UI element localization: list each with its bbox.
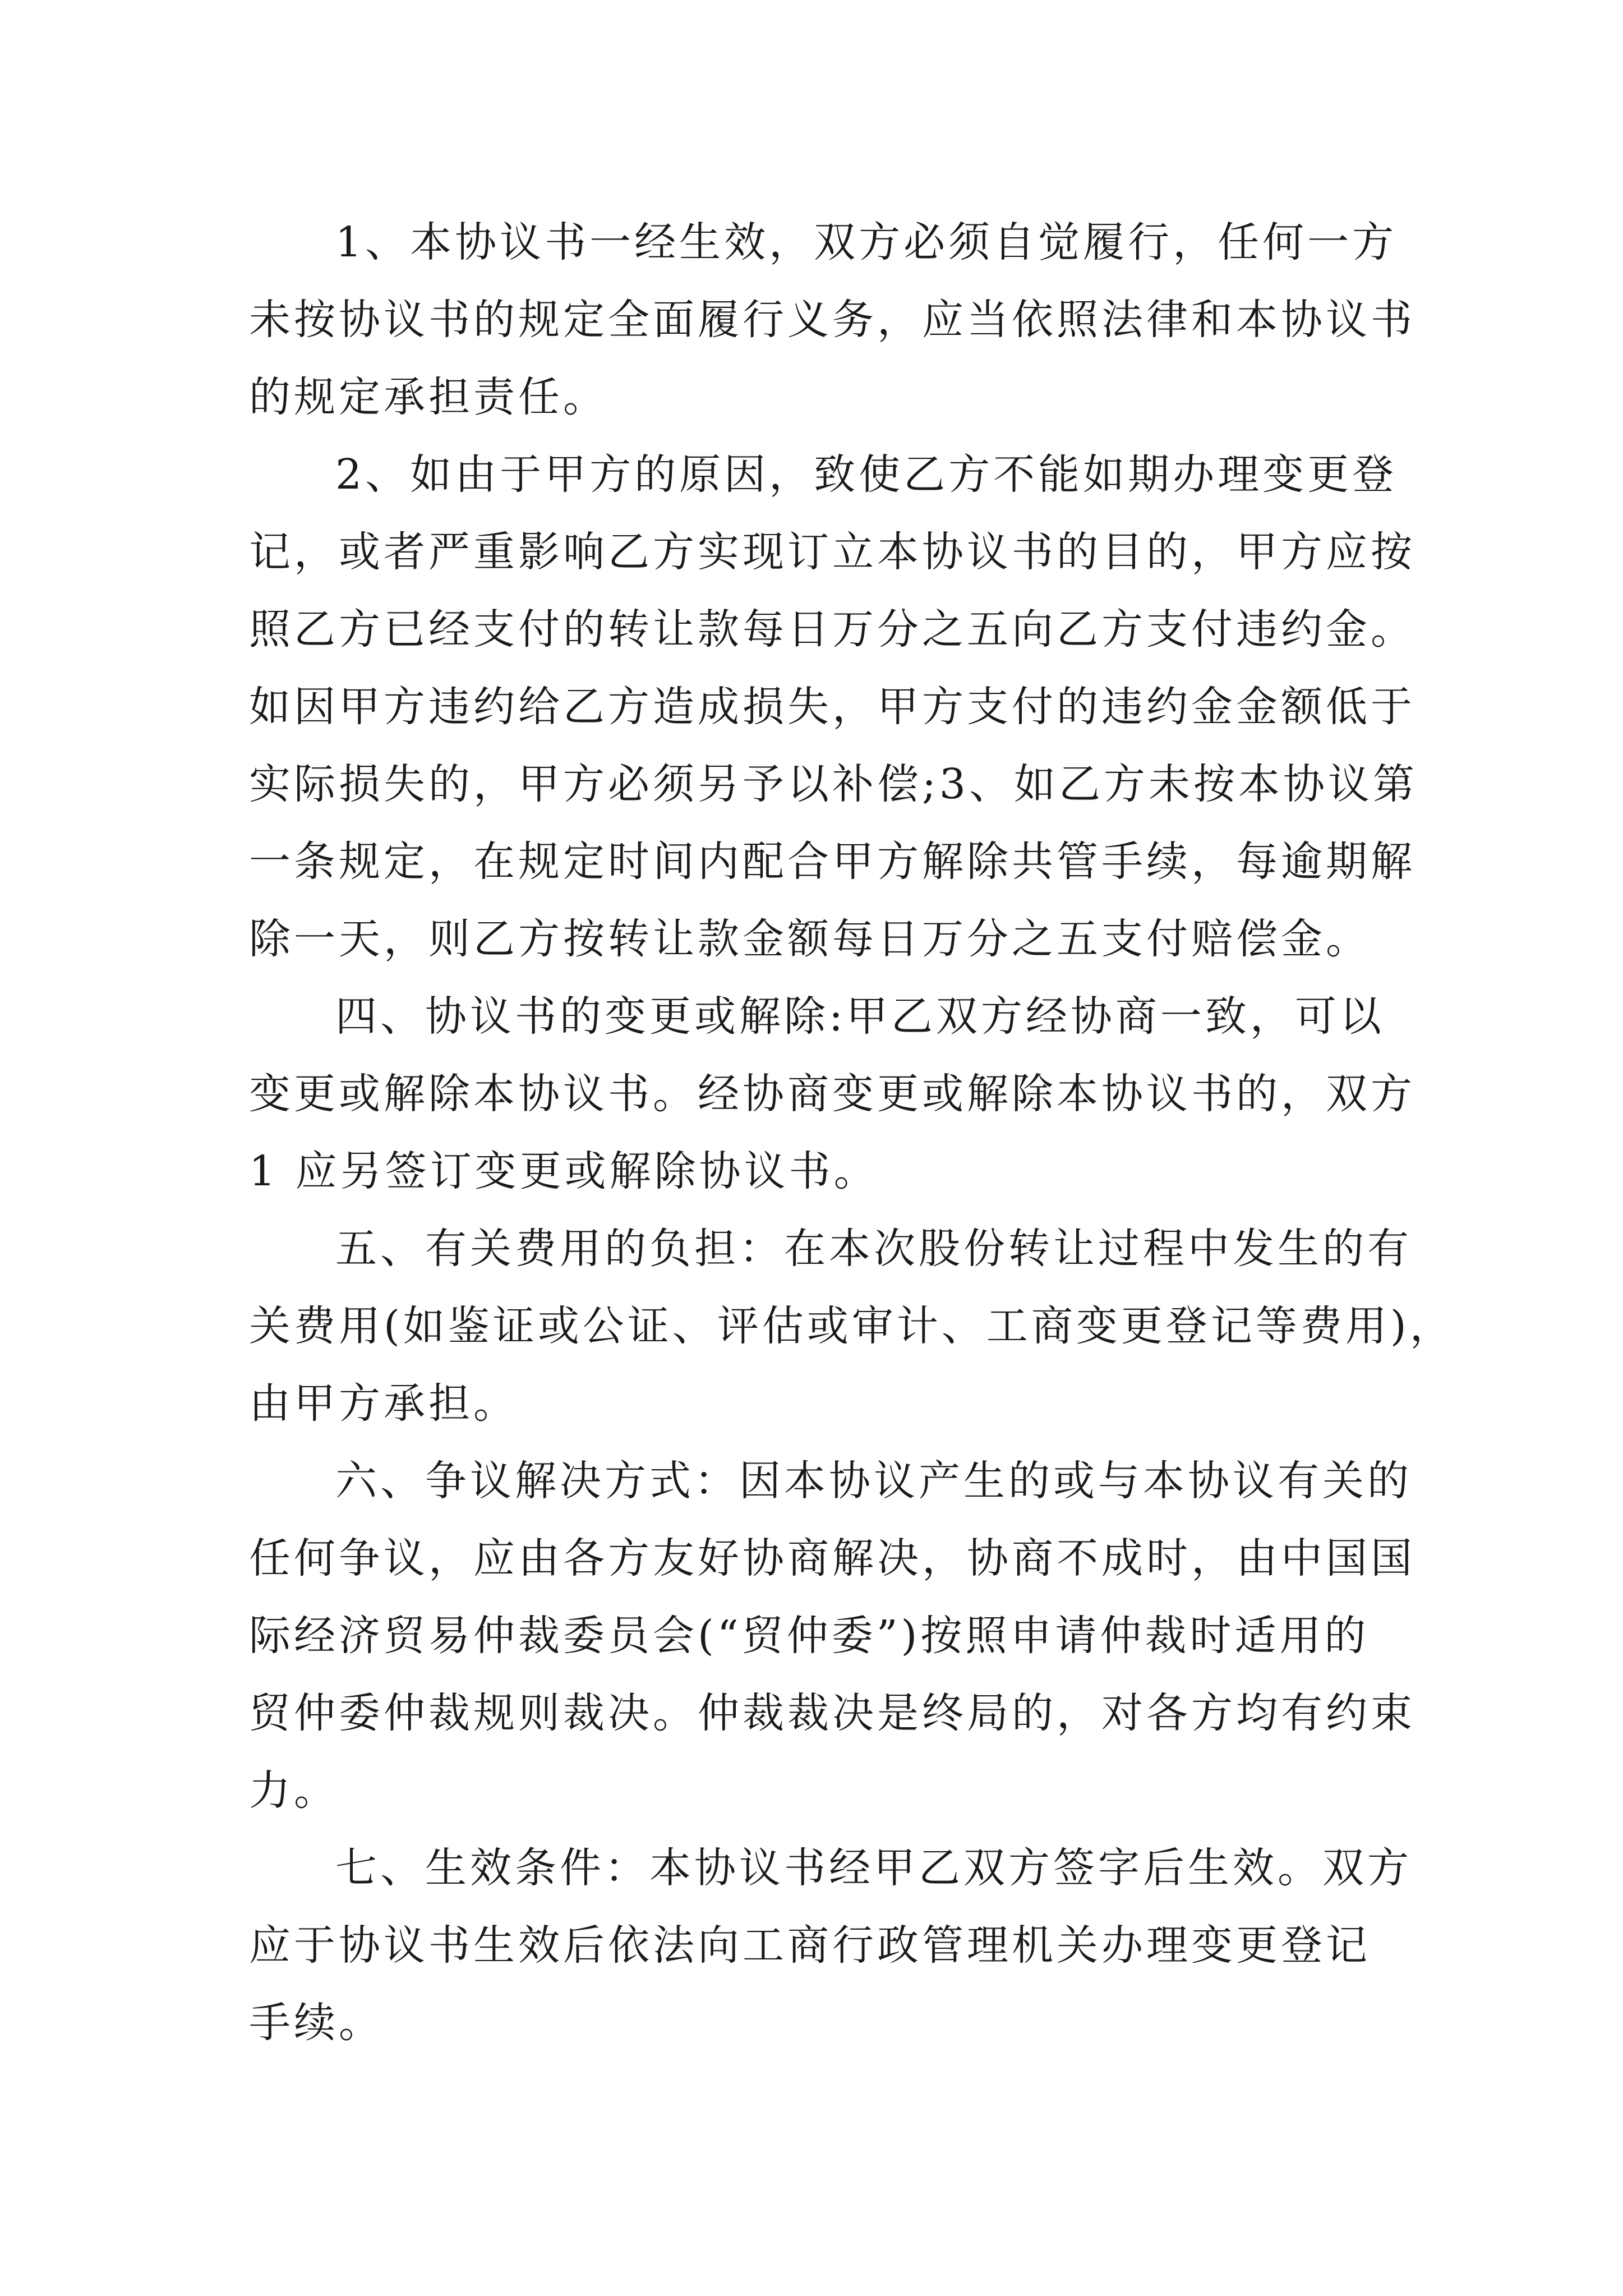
text-line: 五、有关费用的负担：在本次股份转让过程中发生的有 [335,1225,1412,1273]
text-line: 六、争议解决方式：因本协议产生的或与本协议有关的 [335,1457,1412,1505]
text-line: 记，或者严重影响乙方实现订立本协议书的目的，甲方应按 [249,528,1415,576]
text-line: 1 应另签订变更或解除协议书。 [249,1147,879,1195]
text-line: 手续。 [249,1999,384,2047]
text-line: 任何争议，应由各方友好协商解决，协商不成时，由中国国 [249,1534,1415,1582]
text-line: 关费用(如鉴证或公证、评估或审计、工商变更登记等费用)， [249,1302,1455,1350]
text-line: 1、本协议书一经生效，双方必须自觉履行，任何一方 [335,218,1398,266]
text-line: 除一天，则乙方按转让款金额每日万分之五支付赔偿金。 [249,915,1371,963]
text-line: 变更或解除本协议书。经协商变更或解除本协议书的，双方 [249,1070,1415,1118]
text-line: 实际损失的，甲方必须另予以补偿;3、如乙方未按本协议第 [249,760,1418,808]
text-line: 一条规定，在规定时间内配合甲方解除共管手续，每逾期解 [249,838,1415,886]
text-line: 七、生效条件：本协议书经甲乙双方签字后生效。双方 [335,1844,1412,1892]
text-line: 力。 [249,1766,339,1815]
text-line: 2、如由于甲方的原因，致使乙方不能如期办理变更登 [335,450,1398,499]
text-line: 应于协议书生效后依法向工商行政管理机关办理变更登记 [249,1921,1371,1970]
text-line: 贸仲委仲裁规则裁决。仲裁裁决是终局的，对各方均有约束 [249,1689,1415,1737]
text-line: 如因甲方违约给乙方造成损失，甲方支付的违约金金额低于 [249,683,1415,731]
text-line: 未按协议书的规定全面履行义务，应当依照法律和本协议书 [249,296,1415,344]
text-line: 照乙方已经支付的转让款每日万分之五向乙方支付违约金。 [249,605,1415,654]
text-line: 四、协议书的变更或解除:甲乙双方经协商一致，可以 [335,992,1385,1041]
text-line: 际经济贸易仲裁委员会(“贸仲委”)按照申请仲裁时适用的 [249,1612,1370,1660]
text-line: 的规定承担责任。 [249,373,608,421]
text-line: 由甲方承担。 [249,1379,518,1428]
